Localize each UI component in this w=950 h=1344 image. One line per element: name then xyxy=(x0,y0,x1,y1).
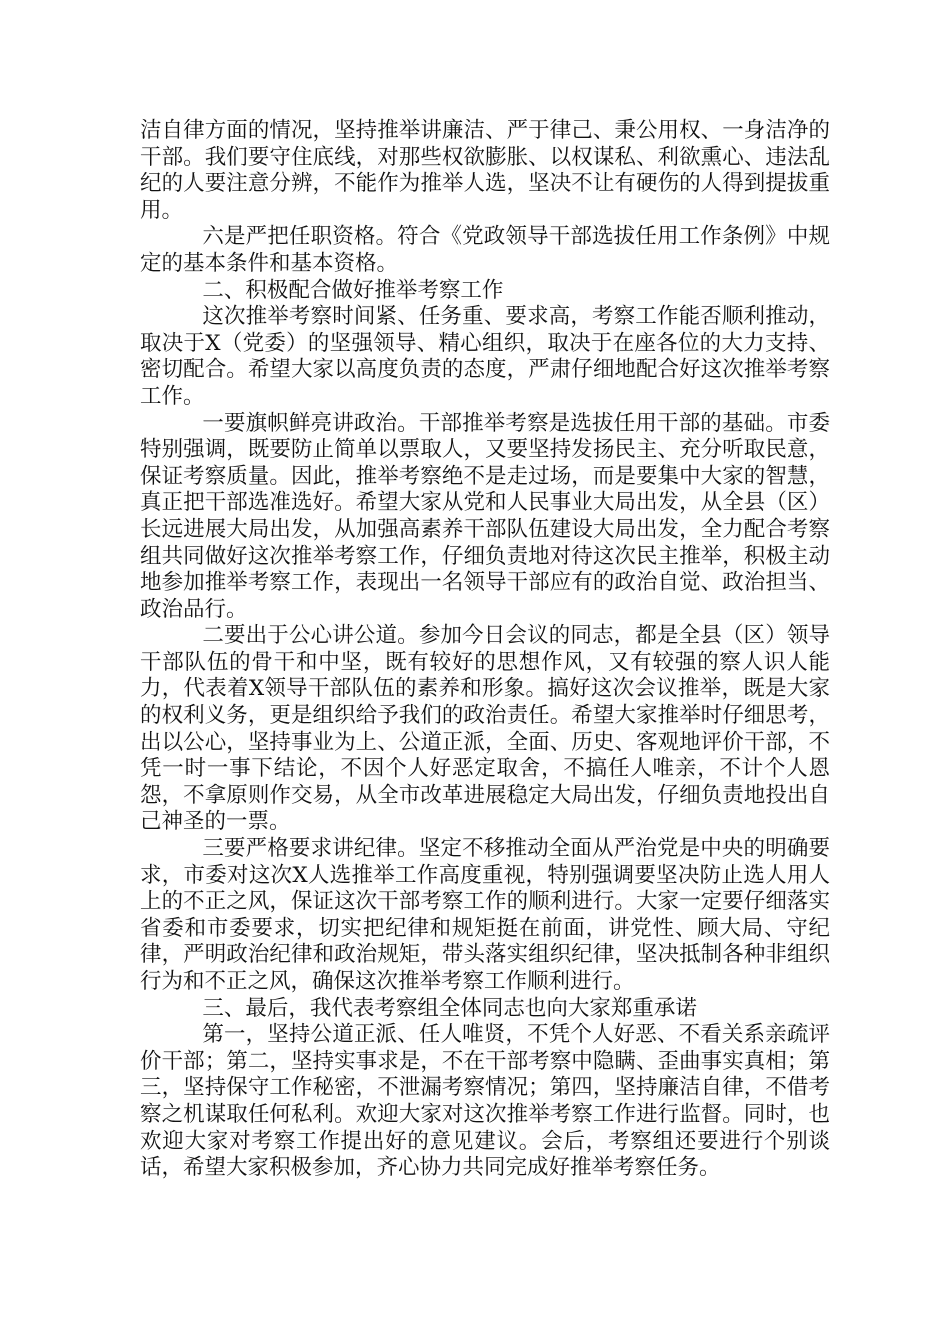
paragraph-fairness: 二要出于公心讲公道。参加今日会议的同志，都是全县（区）领导干部队伍的骨干和中坚，既有较好的思想作风，又有较强的察人识人能力，代表着X领导干部队伍的素养和形象。搞好这次会议推举，既是大家的权利义务，更是组织给予我们的政治责任。希望大家推举时仔细思考，出以公心，坚持事业为上、公道正派，全面、历史、客观地评价干部，不凭一时一事下结论，不因个人好恶定取舍，不搞任人唯亲，不计个人恩怨，不拿原则作交易，从全市改革进展稳定大局出发，仔细负责地投出自己神圣的一票。 xyxy=(140,623,830,835)
paragraph-cooperation: 这次推举考察时间紧、任务重、要求高，考察工作能否顺利推动，取决于X（党委）的坚强领导、精心组织，取决于在座各位的大力支持、密切配合。希望大家以高度负责的态度，严肃仔细地配合好这次推举考察工作。 xyxy=(140,304,830,409)
paragraph-discipline: 三要严格要求讲纪律。坚定不移推动全面从严治党是中央的明确要求，市委对这次X人选推举工作高度重视，特别强调要坚决防止选人用人上的不正之风，保证这次干部考察工作的顺利进行。大家一定要仔细落实省委和市委要求，切实把纪律和规矩挺在前面，讲党性、顾大局、守纪律，严明政治纪律和政治规矩，带头落实组织纪律，坚决抵制各种非组织行为和不正之风，确保这次推举考察工作顺利进行。 xyxy=(140,836,830,994)
section-heading-3: 三、最后，我代表考察组全体同志也向大家郑重承诺 xyxy=(202,995,697,1021)
document-page xyxy=(140,118,830,1182)
section-heading-2: 二、积极配合做好推举考察工作 xyxy=(202,277,504,303)
paragraph-politics: 一要旗帜鲜亮讲政治。干部推举考察是选拔任用干部的基础。市委特别强调，既要防止简单以票取人，又要坚持发扬民主、充分听取民意，保证考察质量。因此，推举考察绝不是走过场，而是要集中大家的智慧，真正把干部选准选好。希望大家从党和人民事业大局出发，从全县（区）长远进展大局出发，从加强高素养干部队伍建设大局出发，全力配合考察组共同做好这次推举考察工作，仔细负责地对待这次民主推举，积极主动地参加推举考察工作，表现出一名领导干部应有的政治自觉、政治担当、政治品行。 xyxy=(140,410,830,622)
paragraph-qualification: 六是严把任职资格。符合《党政领导干部选拔任用工作条例》中规定的基本条件和基本资格。 xyxy=(140,224,830,276)
paragraph-integrity-continued: 洁自律方面的情况，坚持推举讲廉洁、严于律己、秉公用权、一身洁净的干部。我们要守住底线，对那些权欲膨胀、以权谋私、利欲熏心、违法乱纪的人要注意分辨，不能作为推举人选，坚决不让有硬伤的人得到提拔重用。 xyxy=(140,118,830,223)
paragraph-commitments: 第一，坚持公道正派、任人唯贤，不凭个人好恶、不看关系亲疏评价干部；第二，坚持实事求是，不在干部考察中隐瞒、歪曲事实真相；第三，坚持保守工作秘密，不泄漏考察情况；第四，坚持廉洁自律，不借考察之机谋取任何私利。欢迎大家对这次推举考察工作进行监督。同时，也欢迎大家对考察工作提出好的意见建议。会后，考察组还要进行个别谈话，希望大家积极参加，齐心协力共同完成好推举考察任务。 xyxy=(140,1022,830,1181)
